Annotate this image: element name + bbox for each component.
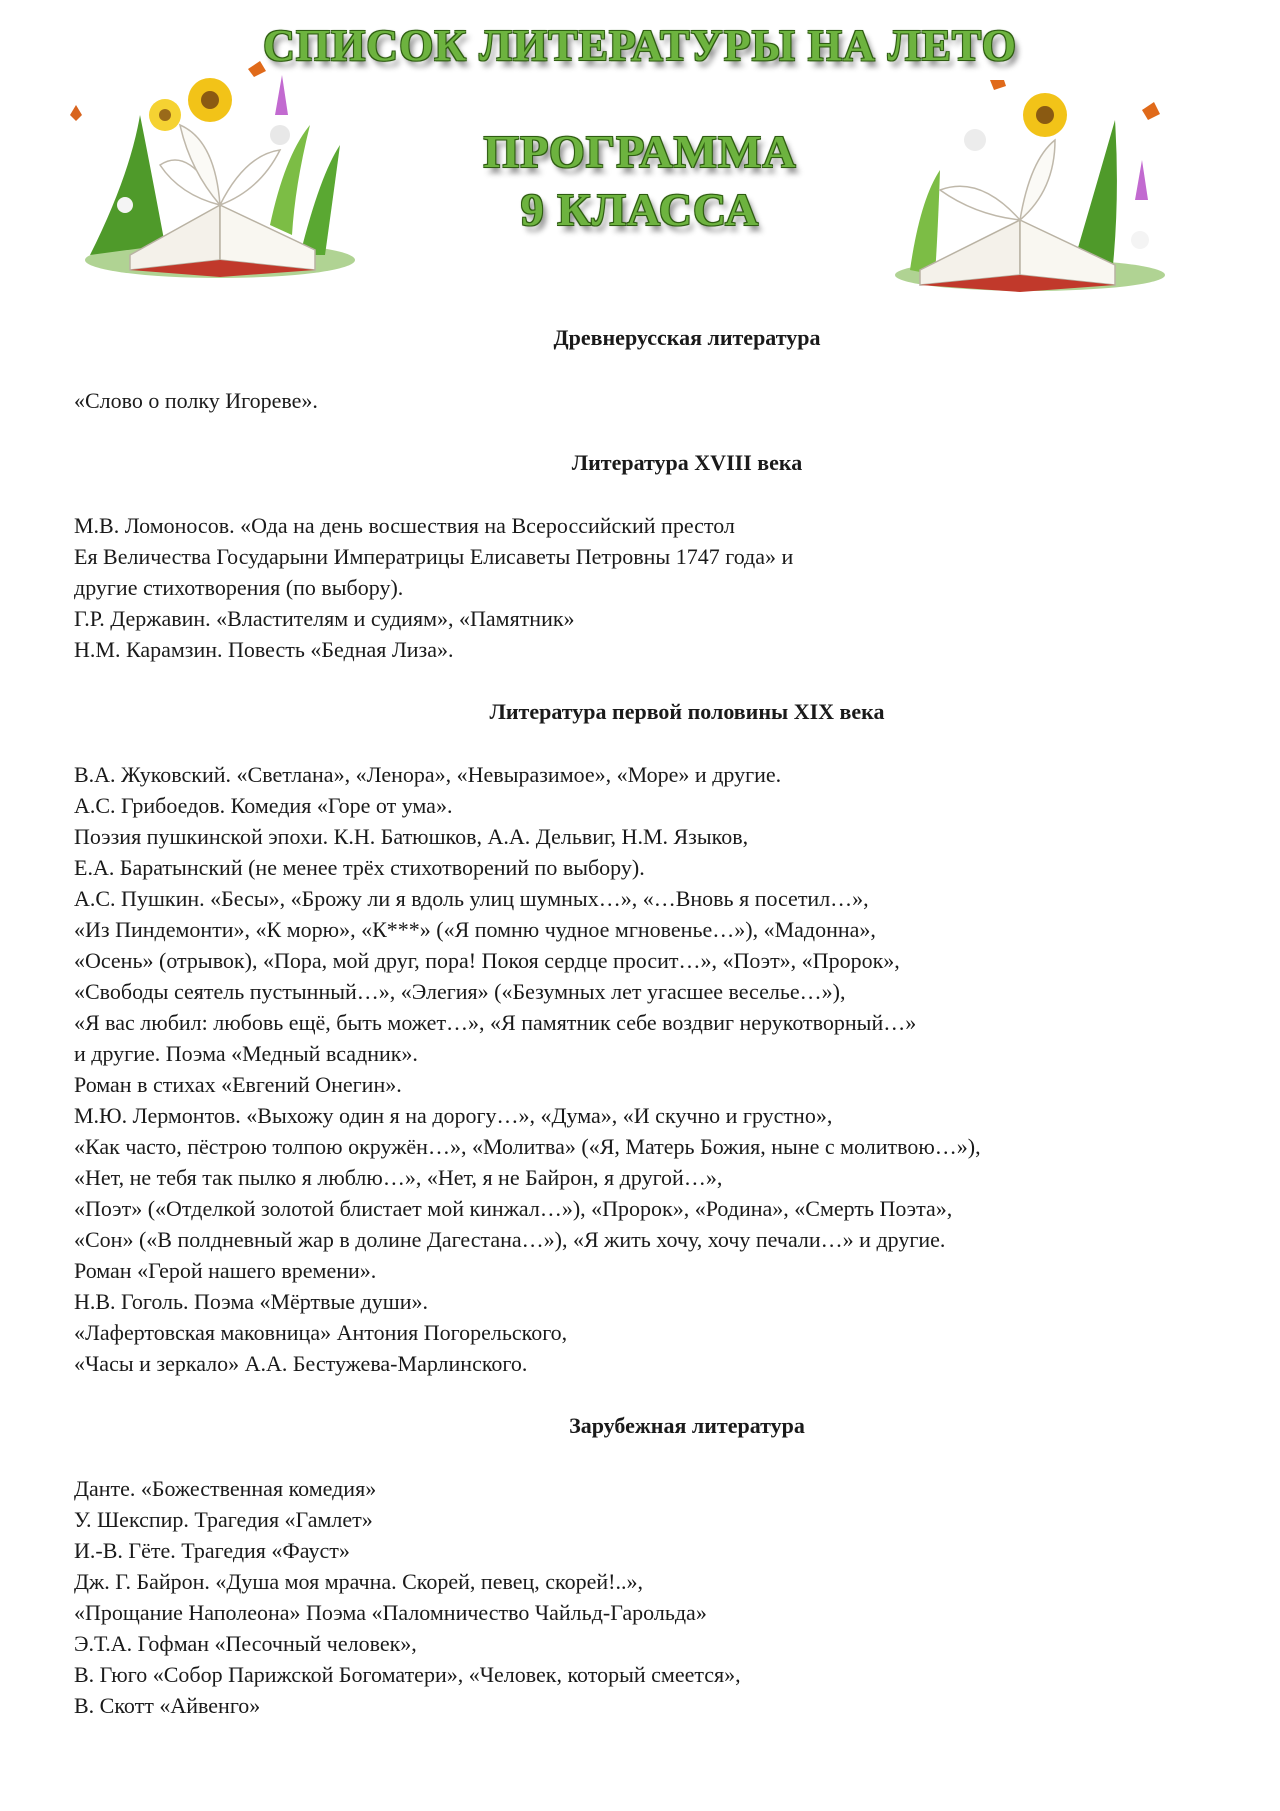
list-item: «Нет, не тебя так пылко я люблю…», «Нет, я не Байрон, я другой…»,	[74, 1165, 723, 1190]
list-item: В.А. Жуковский. «Светлана», «Ленора», «Невыразимое», «Море» и другие.	[74, 762, 782, 787]
section-foreign	[74, 1410, 1224, 1721]
list-item: и другие. Поэма «Медный всадник».	[74, 1041, 418, 1066]
section-title: Древнерусская литература	[553, 325, 821, 350]
list-item: Е.А. Баратынский (не менее трёх стихотворений по выбору).	[74, 855, 645, 880]
list-item: Роман «Герой нашего времени».	[74, 1258, 377, 1283]
section-19th-century	[74, 696, 1224, 1379]
list-item: Г.Р. Державин. «Властителям и судиям», «Памятник»	[74, 606, 575, 631]
list-item: «Сон» («В полдневный жар в долине Дагестана…»), «Я жить хочу, хочу печали…» и другие.	[74, 1227, 946, 1252]
list-item: «Поэт» («Отделкой золотой блистает мой кинжал…»), «Пророк», «Родина», «Смерть Поэта»,	[74, 1196, 953, 1221]
list-item: И.-В. Гёте. Трагедия «Фауст»	[74, 1538, 350, 1563]
list-item: «Я вас любил: любовь ещё, быть может…», «Я памятник себе воздвиг нерукотворный…»	[74, 1010, 917, 1035]
list-item: «Из Пиндемонти», «К морю», «К***» («Я помню чудное мгновенье…»), «Мадонна»,	[74, 917, 876, 942]
list-item: «Прощание Наполеона» Поэма «Паломничество Чайльд-Гарольда»	[74, 1600, 707, 1625]
section-title: Зарубежная литература	[569, 1413, 805, 1438]
list-item: Данте. «Божественная комедия»	[74, 1476, 377, 1501]
list-item: А.С. Пушкин. «Бесы», «Брожу ли я вдоль улиц шумных…», «…Вновь я посетил…»,	[74, 886, 869, 911]
section-title: Литература XVIII века	[571, 450, 803, 475]
list-item: М.Ю. Лермонтов. «Выхожу один я на дорогу…», «Дума», «И скучно и грустно»,	[74, 1103, 833, 1128]
list-item: В. Скотт «Айвенго»	[74, 1693, 261, 1718]
page-header	[0, 0, 1280, 300]
list-item: «Свободы сеятель пустынный…», «Элегия» («Безумных лет угасшее веселье…»),	[74, 979, 846, 1004]
page-title: СПИСОК ЛИТЕРАТУРЫ НА ЛЕТО	[263, 21, 1017, 70]
reading-list	[74, 322, 1224, 1721]
section-title: Литература первой половины XIX века	[489, 699, 885, 724]
list-item: В. Гюго «Собор Парижской Богоматери», «Человек, который смеется»,	[74, 1662, 741, 1687]
page-subtitle-program: ПРОГРАММА	[483, 126, 797, 177]
list-item: А.С. Грибоедов. Комедия «Горе от ума».	[74, 793, 453, 818]
list-item: Роман в стихах «Евгений Онегин».	[74, 1072, 402, 1097]
list-item: «Как часто, пёстрою толпою окружён…», «Молитва» («Я, Матерь Божия, ныне с молитвою…»),	[74, 1134, 981, 1159]
list-item: «Слово о полку Игореве».	[74, 388, 318, 413]
list-item: Поэзия пушкинской эпохи. К.Н. Батюшков, А.А. Дельвиг, Н.М. Языков,	[74, 824, 749, 849]
section-18th-century	[74, 447, 1224, 665]
list-item: «Часы и зеркало» А.А. Бестужева-Марлинского.	[74, 1351, 528, 1376]
list-item: другие стихотворения (по выбору).	[74, 575, 404, 600]
list-item: Дж. Г. Байрон. «Душа моя мрачна. Скорей, певец, скорей!..»,	[74, 1569, 643, 1594]
section-old-russian	[74, 322, 1224, 416]
list-item: Н.М. Карамзин. Повесть «Бедная Лиза».	[74, 637, 454, 662]
page-subtitle-grade: 9 КЛАССА	[520, 184, 760, 235]
list-item: Ея Величества Государыни Императрицы Елисаветы Петровны 1747 года» и	[74, 544, 794, 569]
list-item: У. Шекспир. Трагедия «Гамлет»	[74, 1507, 373, 1532]
list-item: Э.Т.А. Гофман «Песочный человек»,	[74, 1631, 417, 1656]
list-item: «Осень» (отрывок), «Пора, мой друг, пора! Покоя сердце просит…», «Поэт», «Пророк»,	[74, 948, 900, 973]
list-item: Н.В. Гоголь. Поэма «Мёртвые души».	[74, 1289, 428, 1314]
list-item: М.В. Ломоносов. «Ода на день восшествия на Всероссийский престол	[74, 513, 735, 538]
list-item: «Лафертовская маковница» Антония Погорельского,	[74, 1320, 568, 1345]
